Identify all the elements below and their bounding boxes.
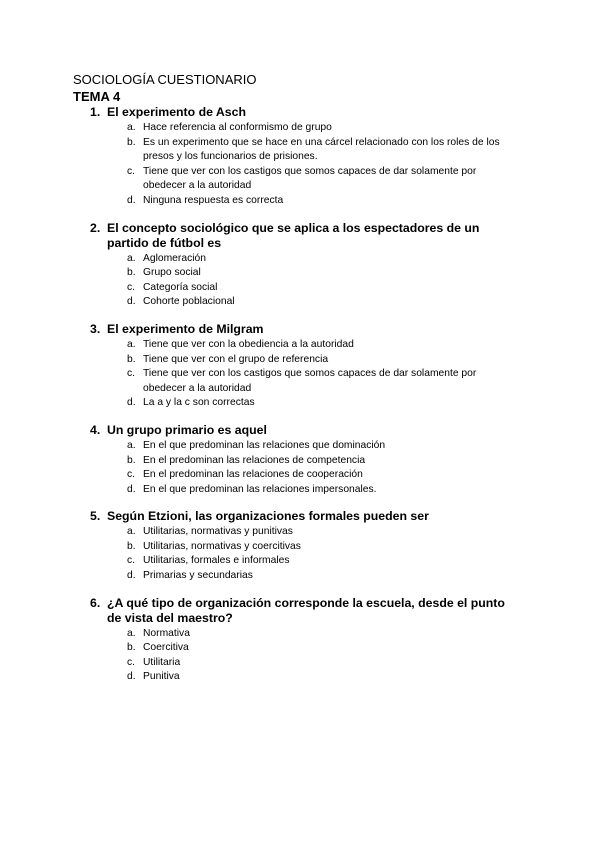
option-letter: a. [127, 526, 136, 538]
option-list [0, 525, 600, 583]
question-text: Un grupo primario es aquel [107, 422, 267, 437]
question-number: 5. [90, 509, 101, 524]
option-item [0, 656, 600, 671]
question-text: ¿A qué tipo de organización corresponde la escuela, desde el punto de vista del maestro? [107, 595, 505, 625]
option-text: Tiene que ver con los castigos que somos capaces de dar solamente por obedecer a la autoridad [143, 165, 477, 192]
question-text: El experimento de Asch [107, 105, 246, 119]
option-item [0, 266, 600, 281]
option-letter: b. [127, 642, 136, 654]
option-item [0, 670, 600, 685]
option-item [0, 165, 600, 194]
option-text: Hace referencia al conformismo de grupo [143, 122, 332, 133]
option-text: En el predominan las relaciones de competencia [143, 454, 366, 466]
option-letter: d. [127, 483, 136, 495]
option-letter: b. [127, 454, 136, 466]
question-number: 1. [90, 105, 101, 119]
question-text: El concepto sociológico que se aplica a los espectadores de un partido de fútbol es [107, 220, 480, 250]
question-text: El experimento de Milgram [107, 321, 264, 336]
question-number: 2. [90, 220, 101, 235]
option-letter: b. [127, 540, 136, 552]
option-letter: c. [127, 469, 136, 481]
question-item [0, 221, 600, 310]
option-letter: c. [127, 368, 136, 380]
question-heading [0, 509, 600, 524]
option-letter: b. [127, 267, 136, 279]
question-heading [0, 423, 600, 438]
option-letter: a. [127, 338, 136, 350]
option-list [0, 121, 600, 209]
option-item [0, 194, 600, 209]
option-text: Es un experimento que se hace en una cárcel relacionado con los roles de los presos y los funcionarios de prisiones. [143, 136, 500, 163]
option-list [0, 627, 600, 685]
question-number: 6. [90, 595, 101, 610]
option-item [0, 353, 600, 368]
option-letter: a. [127, 122, 136, 133]
option-text: Tiene que ver con la obediencia a la autoridad [143, 338, 354, 350]
option-letter: c. [127, 281, 136, 293]
option-letter: c. [127, 555, 136, 567]
option-list [0, 338, 600, 411]
question-heading [0, 221, 600, 251]
option-item [0, 281, 600, 296]
question-list [0, 105, 600, 697]
option-text: Utilitaria [143, 656, 181, 668]
option-text: Cohorte poblacional [143, 296, 235, 308]
question-item [0, 596, 600, 685]
option-item [0, 295, 600, 310]
question-item [0, 423, 600, 497]
option-text: Utilitarias, normativas y punitivas [143, 526, 293, 538]
option-text: Coercitiva [143, 642, 189, 654]
option-text: Tiene que ver con el grupo de referencia [143, 353, 329, 365]
option-item [0, 525, 600, 540]
option-item [0, 554, 600, 569]
option-text: Ninguna respuesta es correcta [143, 194, 284, 206]
option-letter: b. [127, 136, 136, 148]
option-letter: a. [127, 627, 136, 639]
option-letter: b. [127, 353, 136, 365]
option-list [0, 252, 600, 310]
option-item [0, 627, 600, 642]
option-item [0, 641, 600, 656]
option-text: Normativa [143, 627, 190, 639]
question-heading [0, 322, 600, 337]
option-letter: c. [127, 656, 136, 668]
option-item [0, 468, 600, 483]
option-text: Aglomeración [143, 252, 206, 264]
option-text: Punitiva [143, 671, 180, 683]
question-heading [0, 596, 600, 626]
question-number: 4. [90, 422, 101, 437]
question-item [0, 322, 600, 411]
option-letter: d. [127, 671, 136, 683]
question-heading [0, 105, 600, 120]
option-item [0, 396, 600, 411]
option-item [0, 136, 600, 165]
option-item [0, 454, 600, 469]
option-text: En el que predominan las relaciones que dominación [143, 439, 386, 451]
option-text: En el predominan las relaciones de cooperación [143, 469, 363, 481]
question-number: 3. [90, 321, 101, 336]
document-title: SOCIOLOGÍA CUESTIONARIO [73, 72, 257, 87]
option-list [0, 439, 600, 497]
option-text: Utilitarias, normativas y coercitivas [143, 540, 301, 552]
document-subtitle: TEMA 4 [73, 89, 121, 104]
option-text: Utilitarias, formales e informales [143, 555, 290, 567]
option-letter: d. [127, 296, 136, 308]
option-text: Primarias y secundarias [143, 570, 253, 582]
option-letter: a. [127, 439, 136, 451]
option-letter: c. [127, 165, 136, 177]
option-text: Grupo social [143, 267, 201, 279]
option-item [0, 483, 600, 498]
option-item [0, 540, 600, 555]
option-item [0, 252, 600, 267]
option-item [0, 338, 600, 353]
option-item [0, 569, 600, 584]
option-text: Tiene que ver con los castigos que somos capaces de dar solamente por obedecer a la autoridad [143, 368, 477, 394]
question-item [0, 509, 600, 583]
option-letter: d. [127, 570, 136, 582]
question-text: Según Etzioni, las organizaciones formales pueden ser [107, 509, 429, 524]
option-text: En el que predominan las relaciones impersonales. [143, 483, 377, 495]
option-item [0, 121, 600, 136]
question-item [0, 105, 600, 209]
option-letter: d. [127, 194, 136, 206]
option-item [0, 367, 600, 396]
option-text: Categoría social [143, 281, 218, 293]
option-text: La a y la c son correctas [143, 397, 255, 409]
option-letter: a. [127, 252, 136, 264]
option-letter: d. [127, 397, 136, 409]
option-item [0, 439, 600, 454]
